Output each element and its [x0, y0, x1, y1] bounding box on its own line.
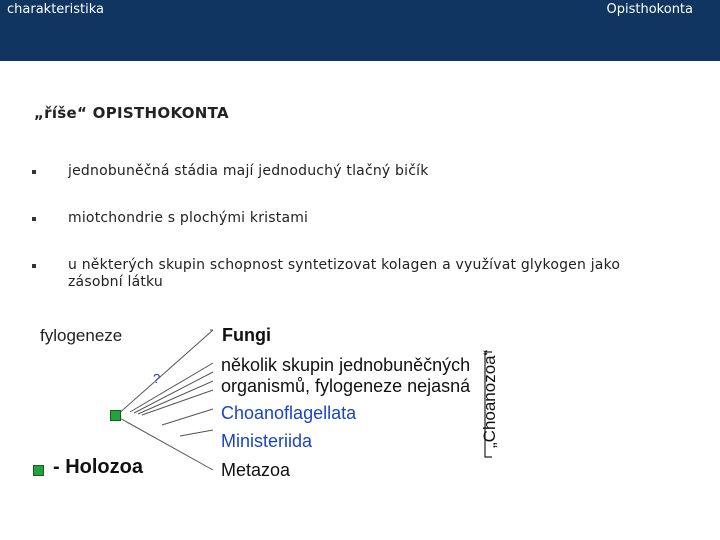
branch-unresolved-2: [134, 372, 213, 413]
bullet-text: miotchondrie s plochými kristami: [68, 210, 309, 226]
phylogeny-diagram: [0, 310, 720, 510]
bullet-marker: [32, 170, 36, 174]
holozoa-label: - Holozoa: [53, 456, 143, 478]
holozoa-legend-marker: [33, 465, 44, 476]
fylogeneze-label: fylogeneze: [40, 326, 123, 345]
choanozoa-label: „Choanozoa“: [480, 349, 499, 448]
branch-choanoflagellata: [162, 409, 213, 425]
taxon-metazoa: Metazoa: [221, 460, 291, 480]
bullet-marker: [32, 264, 36, 268]
bullet-item: [30, 163, 670, 180]
bullet-item: [30, 257, 658, 291]
branch-unresolved-4: [142, 390, 213, 415]
taxon-ministeriida: Ministeriida: [221, 431, 313, 451]
holozoa-node-marker: [110, 410, 121, 421]
taxon-choanoflagellata: Choanoflagellata: [221, 403, 357, 423]
taxon-fungi: Fungi: [222, 325, 271, 345]
branch-fungi: [116, 330, 213, 416]
header-bar: [0, 0, 720, 61]
question-mark-label: ?: [153, 371, 161, 386]
header-right-text: Opisthokonta: [606, 2, 693, 17]
slide-title: „říše“ OPISTHOKONTA: [34, 104, 229, 122]
header-left-text: charakteristika: [7, 2, 104, 17]
bullet-item: [30, 210, 670, 227]
taxon-unresolved-line2: organismů, fylogeneze nejasná: [221, 376, 471, 396]
branch-ministeriida: [180, 430, 213, 436]
bullet-marker: [32, 217, 36, 221]
bullet-list: [30, 163, 670, 290]
bullet-text: jednobuněčná stádia mají jednoduchý tlačný bičík: [68, 163, 429, 179]
bullet-text: u některých skupin schopnost syntetizovat kolagen a využívat glykogen jako zásobní látku: [68, 257, 621, 290]
taxon-unresolved-line1: několik skupin jednobuněčných: [221, 355, 471, 375]
